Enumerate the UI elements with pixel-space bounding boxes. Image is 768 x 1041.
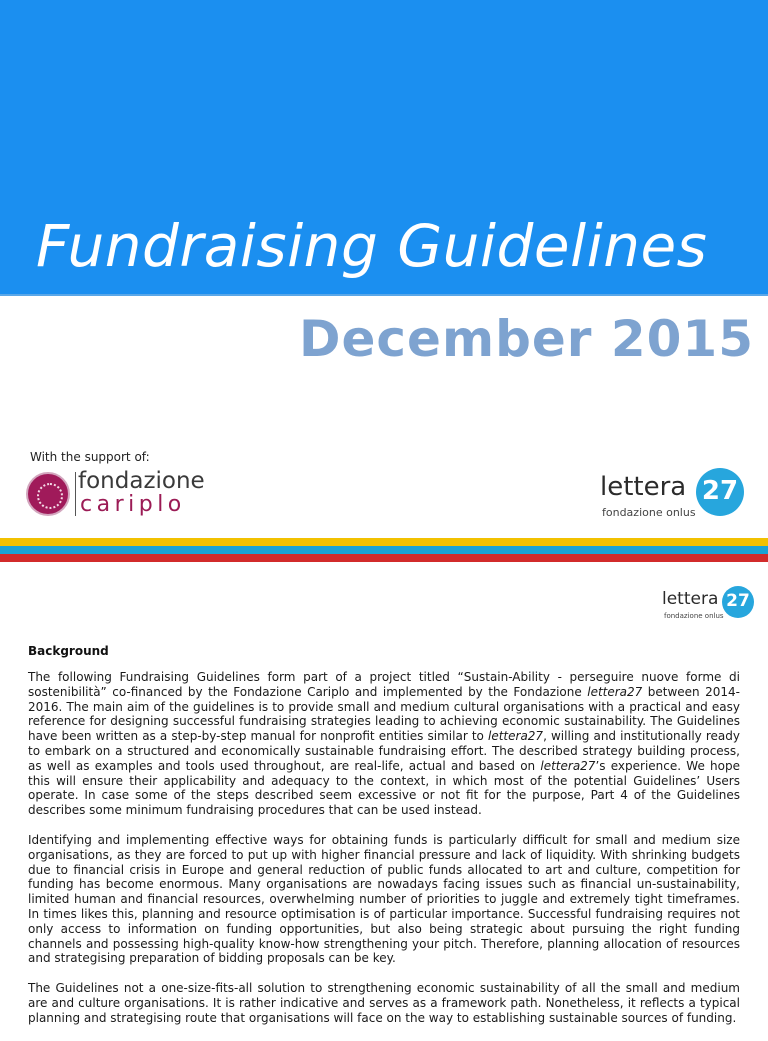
body-paragraph bbox=[28, 981, 740, 1025]
logo-divider bbox=[75, 472, 76, 516]
document-date: December 2015 bbox=[299, 310, 754, 368]
section-heading: Background bbox=[28, 644, 109, 658]
organisation-name-italic: lettera27 bbox=[587, 684, 643, 699]
support-label: With the support of: bbox=[30, 450, 150, 464]
paragraph-text: between 2014-2016. The main aim of the guidelines is to provide small and medium cultural organisations with a practical and easy reference for designing successful fundraising strategies leading to achieving economic sustainability. The Guidelines have been written as a step-by-step manual for nonprofit entities similar to bbox=[28, 684, 740, 744]
lettera27-logo-number: 27 bbox=[701, 476, 739, 506]
paragraph-text: , willing and institutionally ready to embark on a structured and economically sustainable fundraising effort. The described strategy building process, as well as examples and tools used throughout, are real-life, actual and based on bbox=[28, 729, 741, 773]
organisation-name-italic: lettera27 bbox=[540, 758, 596, 773]
organisation-name-italic: lettera27 bbox=[488, 729, 544, 744]
blue-stripe bbox=[0, 546, 768, 554]
lettera27-header-logo-subtitle: fondazione onlus bbox=[664, 612, 724, 620]
lettera27-logo-subtitle: fondazione onlus bbox=[602, 506, 696, 519]
paragraph-text: ’s experience. We hope this will ensure their applicability and adequacy to the context, in which most of the potential Guidelines’ Users operate. In case some of the steps described seem excessive or not fit for the purpose, Part 4 of the Guidelines describes some minimum fundraising procedures that can be used instead. bbox=[28, 758, 741, 818]
title-banner bbox=[0, 0, 768, 296]
lettera27-header-logo-word: lettera bbox=[662, 589, 719, 609]
section-body bbox=[28, 670, 740, 1041]
cariplo-seal-icon bbox=[26, 472, 70, 516]
paragraph-text: The Guidelines not a one-size-fits-all solution to strengthening economic sustainability of all the small and medium are and culture organisations. It is rather indicative and serves as a framework path. Nonetheless, it reflects a typical planning and strategising route that organisations will face on the way to establishing sustainable sources of funding. bbox=[28, 981, 740, 1025]
cariplo-logo-line1: fondazione bbox=[78, 468, 205, 494]
lettera27-logo-word: lettera bbox=[600, 472, 687, 502]
fondazione-cariplo-logo bbox=[26, 470, 226, 520]
cariplo-logo-line2: cariplo bbox=[80, 492, 186, 517]
paragraph-text: Identifying and implementing effective ways for obtaining funds is particularly difficult for small and medium size organisations, as they are forced to put up with higher financial pressure and lack of liquidity. With shrinking budgets due to financial crisis in Europe and general reduction of public funds allocated to art and culture, competition for funding has become enormous. Many organisations are nowadays facing issues such as financial un-sustainability, limited human and financial resources, overwhelming number of priorities to juggle and extremely tight timeframes. In times likes this, planning and resource optimisation is of particular importance. Successful fundraising requires not only access to information on funding opportunities, but also being strategic about pursuing the right funding channels and possessing high-quality know-how strengthening your pitch. Therefore, planning allocation of resources and strategising preparation of bidding proposals can be key. bbox=[28, 832, 740, 966]
red-stripe bbox=[0, 554, 768, 562]
body-paragraph bbox=[28, 833, 740, 966]
lettera27-header-logo-number: 27 bbox=[726, 591, 750, 611]
paragraph-text: The following Fundraising Guidelines form part of a project titled “Sustain-Ability - perseguire nuove forme di sostenibilità” co-financed by the Fondazione Cariplo and implemented by the Fondazione bbox=[28, 670, 740, 699]
body-paragraph bbox=[28, 670, 740, 818]
document-title: Fundraising Guidelines bbox=[36, 212, 708, 280]
lettera27-logo bbox=[600, 468, 750, 524]
color-stripes bbox=[0, 538, 768, 562]
lettera27-header-logo bbox=[662, 586, 758, 622]
yellow-stripe bbox=[0, 538, 768, 546]
